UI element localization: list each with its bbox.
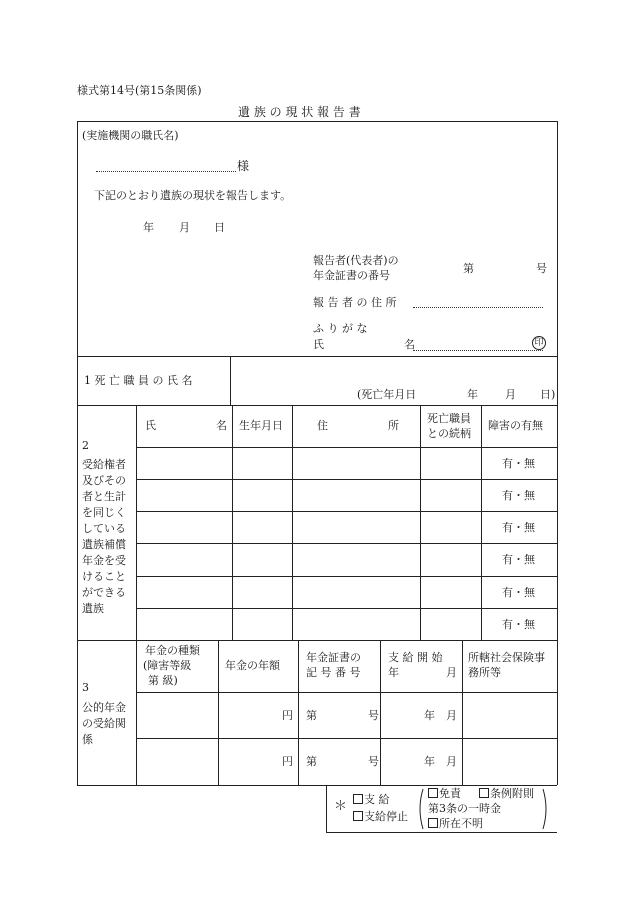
unknown-label: 所在不明	[439, 817, 483, 830]
furigana-label: ふ り が な	[313, 322, 368, 335]
col-name-1: 氏	[145, 419, 156, 432]
exempt-label: 免責	[439, 787, 461, 800]
start-month-row: 月	[446, 755, 457, 768]
section1-top-line	[77, 356, 557, 357]
section2-side-line: 受給権者	[82, 458, 126, 471]
pay-label: 支 給	[364, 793, 390, 806]
s2-row-line-1	[136, 479, 557, 480]
reporter-cert-label-2: 年金証書の番号	[313, 269, 390, 282]
s2-row-line-3	[136, 543, 557, 544]
section1-divider	[230, 356, 231, 405]
section2-side-divider	[136, 405, 137, 640]
seal-mark: 印	[532, 336, 546, 350]
section3-top-line	[77, 640, 557, 641]
col-office-1: 所轄社会保険事	[468, 651, 545, 664]
exempt-checkbox[interactable]	[428, 788, 438, 798]
col-type-3: 第 級)	[148, 674, 178, 687]
disability-choice[interactable]: 有・無	[502, 457, 535, 470]
special-checkbox[interactable]	[479, 788, 489, 798]
section2-side-line: している	[82, 522, 126, 535]
disability-choice[interactable]: 有・無	[502, 489, 535, 502]
death-date-label: (死亡年月日	[357, 388, 417, 401]
unknown-checkbox[interactable]	[428, 818, 438, 828]
col-name-2: 名	[216, 419, 227, 432]
s2-row-line-4	[136, 576, 557, 577]
section2-side-line: 遺族補償	[82, 538, 126, 551]
section3-side-line: 係	[82, 733, 93, 746]
section1-label: 1 死 亡 職 員 の 氏 名	[84, 374, 193, 387]
section3-side-line: の受給関	[82, 717, 126, 730]
death-month: 月	[505, 388, 516, 401]
frame-right	[557, 121, 558, 785]
frame-bottom	[77, 785, 557, 786]
s3-col-type-right	[218, 640, 219, 785]
section2-number: 2	[82, 439, 89, 452]
col-type-2: (障害等級	[143, 659, 192, 672]
right-paren-icon	[543, 789, 546, 829]
amount-yen: 円	[282, 709, 293, 722]
form-number: 様式第14号(第15条関係)	[77, 84, 202, 97]
asterisk-mark: ＊	[334, 799, 348, 814]
disability-choice[interactable]: 有・無	[502, 618, 535, 631]
start-year-row: 年	[424, 709, 435, 722]
s2-col-address-right	[420, 405, 421, 640]
s3-col-start-right	[462, 640, 463, 785]
col-start-1: 支 給 開 始	[388, 651, 443, 664]
institution-line[interactable]	[96, 171, 236, 172]
start-month-row: 月	[446, 709, 457, 722]
section2-side-line: 及びその	[82, 474, 126, 487]
pay-option[interactable]	[353, 794, 390, 805]
death-day: 日)	[540, 388, 556, 401]
special-label: 条例附則	[490, 787, 534, 800]
col-relation-1: 死亡職員	[427, 412, 471, 425]
pay-stop-checkbox[interactable]	[353, 811, 363, 821]
cert-dai: 第	[463, 262, 474, 275]
s2-header-bottom	[136, 447, 557, 448]
section2-side-line: ができる	[82, 586, 126, 599]
s3-col-cert-right	[380, 640, 381, 785]
pay-checkbox[interactable]	[353, 794, 363, 804]
reporter-address-label: 報 告 者 の 住 所	[313, 296, 397, 309]
cert-go-row: 号	[368, 709, 379, 722]
col-start-2a: 年	[388, 666, 399, 679]
date-day: 日	[214, 221, 225, 234]
col-birth: 生年月日	[239, 419, 283, 432]
section2-top-line	[77, 405, 557, 406]
section3-side-divider	[136, 640, 137, 785]
name-label-shi: 氏	[313, 338, 324, 351]
col-cert-1: 年金証書の	[306, 651, 361, 664]
s3-header-bottom	[136, 692, 557, 693]
section3-side-line: 公的年金	[82, 701, 126, 714]
col-start-2b: 月	[446, 666, 457, 679]
disability-choice[interactable]: 有・無	[502, 521, 535, 534]
unknown-option[interactable]	[428, 818, 483, 829]
section3-number: 3	[82, 681, 89, 694]
col-office-2: 務所等	[468, 666, 501, 679]
institution-label: (実施機関の職氏名)	[82, 129, 179, 142]
cert-dai-row: 第	[306, 755, 317, 768]
death-year: 年	[467, 388, 478, 401]
date-year: 年	[143, 221, 154, 234]
section2-side-line: 年金を受	[82, 554, 126, 567]
amount-yen: 円	[282, 755, 293, 768]
col-relation-2: との続柄	[427, 427, 471, 440]
date-month: 月	[179, 221, 190, 234]
col-amount: 年金の年額	[225, 659, 280, 672]
reporter-address-line[interactable]	[413, 307, 543, 308]
left-paren-icon	[420, 789, 423, 829]
start-year-row: 年	[424, 755, 435, 768]
disability-choice[interactable]: 有・無	[502, 553, 535, 566]
intro-text: 下記のとおり遺族の現状を報告します。	[94, 189, 292, 202]
lump-sum-label: 第3条の一時金	[428, 802, 501, 815]
cert-dai-row: 第	[306, 709, 317, 722]
exempt-option[interactable]	[428, 788, 461, 799]
cert-go: 号	[536, 262, 547, 275]
pay-stop-label: 支給停止	[364, 810, 408, 823]
col-type-1: 年金の種類	[145, 644, 200, 657]
special-option[interactable]	[479, 788, 534, 799]
s2-row-line-2	[136, 511, 557, 512]
form-title: 遺 族 の 現 状 報 告 書	[238, 105, 361, 119]
section2-side-line: けること	[82, 570, 126, 583]
disability-choice[interactable]: 有・無	[502, 586, 535, 599]
reporter-cert-label-1: 報告者(代表者)の	[313, 254, 399, 267]
footer-box-bottom	[326, 832, 557, 833]
s2-col-name-right	[232, 405, 233, 640]
col-address-2: 所	[388, 419, 399, 432]
section2-side-line: 遺族	[82, 602, 104, 615]
s3-row-line-1	[136, 738, 557, 739]
name-label-mei: 名	[404, 338, 415, 351]
section2-side-label	[82, 457, 126, 617]
s2-col-relation-right	[481, 405, 482, 640]
section2-side-line: 者と生計	[82, 490, 126, 503]
col-cert-2: 記 号 番 号	[306, 666, 361, 679]
frame-top	[77, 121, 557, 122]
sama-label: 様	[237, 159, 250, 173]
s3-col-amount-right	[298, 640, 299, 785]
cert-go-row: 号	[368, 755, 379, 768]
footer-box-left	[326, 785, 327, 832]
section2-side-line: を同じく	[82, 506, 126, 519]
col-address-1: 住	[317, 419, 328, 432]
reporter-name-line[interactable]	[413, 350, 543, 351]
section3-side-label	[82, 700, 126, 748]
s2-row-line-5	[136, 608, 557, 609]
col-disability: 障害の有無	[488, 419, 543, 432]
pay-stop-option[interactable]	[353, 811, 408, 822]
frame-left	[77, 121, 78, 785]
s2-col-birth-right	[292, 405, 293, 640]
